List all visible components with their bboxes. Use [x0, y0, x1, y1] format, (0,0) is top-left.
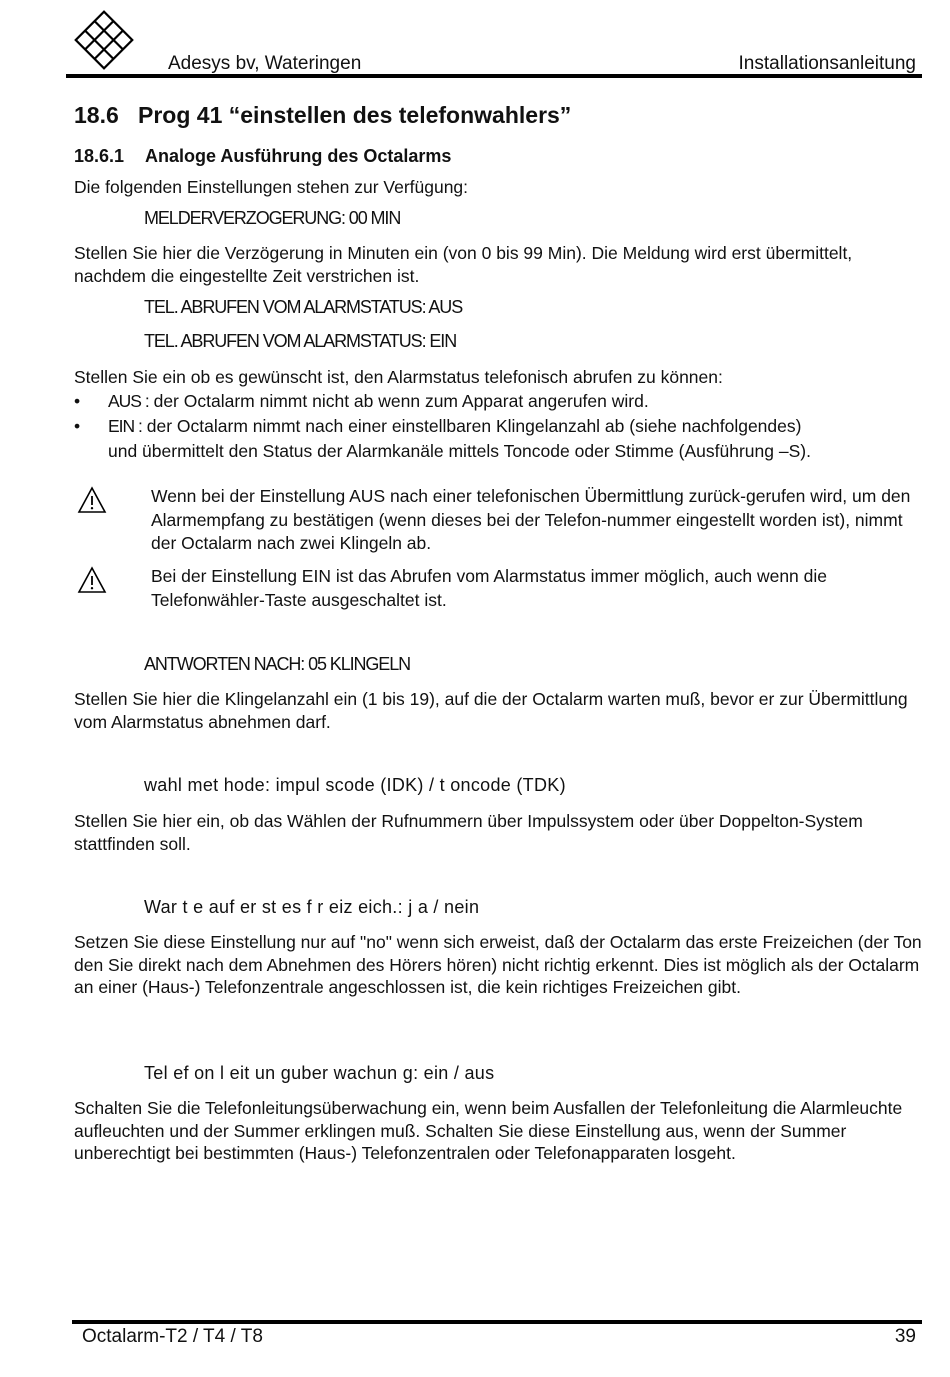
recall-setting-on-code: TEL. ABRUFEN VOM ALARMSTATUS: EIN — [144, 331, 457, 351]
section-number: 18.6 — [74, 102, 119, 128]
delay-setting-code: MELDERVERZOGERUNG: 00 MIN — [144, 208, 401, 228]
rings-description: Stellen Sie hier die Klingelanzahl ein (1 bis 19), auf die der Octalarm warten muß, bevor er zur Übermittlung vom Alarmstatus abnehmen darf. — [74, 689, 908, 732]
warning-text-aus: Wenn bei der Einstellung AUS nach einer telefonischen Übermittlung zurück-gerufen wird, um den Alarmempfang zu bestätigen (wenn dieses bei der Telefon-nummer eingestellt worden ist), nimmt der Octalarm nach zwei Klingeln ab. — [151, 486, 911, 553]
bullet-ein-line2: und übermittelt den Status der Alarmkanäle mittels Toncode oder Stimme (Ausführung –S). — [108, 441, 811, 461]
section-heading — [74, 102, 571, 129]
bullet-dot: • — [74, 416, 81, 436]
intro-text: Die folgenden Einstellungen stehen zur Verfügung: — [74, 177, 469, 197]
rings-setting-code: ANTWORTEN NACH: 05 KLINGELN — [144, 654, 411, 674]
header-rule — [66, 74, 922, 78]
subsection-title: Analoge Ausführung des Octalarms — [145, 146, 452, 166]
delay-description: Stellen Sie hier die Verzögerung in Minuten ein (von 0 bis 99 Min). Die Meldung wird erst übermittelt, nachdem die eingestellte Zeit verstrichen ist. — [74, 243, 853, 286]
bullet-dot: • — [74, 391, 81, 411]
bullet-ein-key: EIN : — [108, 416, 142, 436]
header-doc-type: Installationsanleitung — [738, 53, 916, 74]
line-monitoring-setting-code: Tel ef on l eit un guber wachun g: ein / aus — [144, 1063, 495, 1083]
recall-setting-off-code: TEL. ABRUFEN VOM ALARMSTATUS: AUS — [144, 297, 463, 317]
dial-tone-description: Setzen Sie diese Einstellung nur auf "no" wenn sich erweist, daß der Octalarm das erste Freizeichen (der Ton den Sie direkt nach dem Abnehmen des Hörers hören) nicht richtig erkennt. Dies ist möglich als der Octalarm an einer (Haus-) Telefonzentrale angeschlossen ist, die kein richtiges Freizeichen gibt. — [74, 932, 922, 997]
adesys-logo — [72, 8, 136, 72]
warning-icon — [77, 565, 107, 595]
warning-text-ein: Bei der Einstellung EIN ist das Abrufen vom Alarmstatus immer möglich, auch wenn die Telefonwähler-Taste ausgeschaltet ist. — [151, 566, 828, 610]
footer-rule — [72, 1320, 922, 1324]
subsection-heading — [74, 146, 451, 167]
footer-product: Octalarm-T2 / T4 / T8 — [82, 1326, 263, 1347]
subsection-number: 18.6.1 — [74, 146, 125, 166]
warning-icon — [77, 485, 107, 515]
header-company: Adesys bv, Wateringen — [168, 53, 362, 74]
bullet-ein-line1: der Octalarm nimmt nach einer einstellbaren Klingelanzahl ab (siehe nachfolgendes) — [146, 416, 802, 436]
bullet-aus-text: der Octalarm nimmt nicht ab wenn zum Apparat angerufen wird. — [153, 391, 649, 411]
dial-method-setting-code: wahl met hode: impul scode (IDK) / t oncode (TDK) — [144, 775, 566, 795]
dial-tone-setting-code: War t e auf er st es f r eiz eich.: j a / nein — [144, 897, 480, 917]
dial-method-description: Stellen Sie hier ein, ob das Wählen der Rufnummern über Impulssystem oder über Doppelton-System stattfinden soll. — [74, 811, 863, 854]
section-title: Prog 41 “einstellen des telefonwahlers” — [138, 102, 572, 128]
line-monitoring-description: Schalten Sie die Telefonleitungsüberwachung ein, wenn beim Ausfallen der Telefonleitung die Alarmleuchte aufleuchten und der Summer erklingen muß. Schalten Sie diese Einstellung aus, wenn der Summer unberechtigt bei bestimmten (Haus-) Telefonzentralen oder Telefonapparaten losgeht. — [74, 1098, 903, 1163]
page-number: 39 — [894, 1326, 916, 1347]
recall-description: Stellen Sie ein ob es gewünscht ist, den Alarmstatus telefonisch abrufen zu können: — [74, 367, 723, 387]
bullet-aus-key: AUS : — [108, 391, 149, 411]
